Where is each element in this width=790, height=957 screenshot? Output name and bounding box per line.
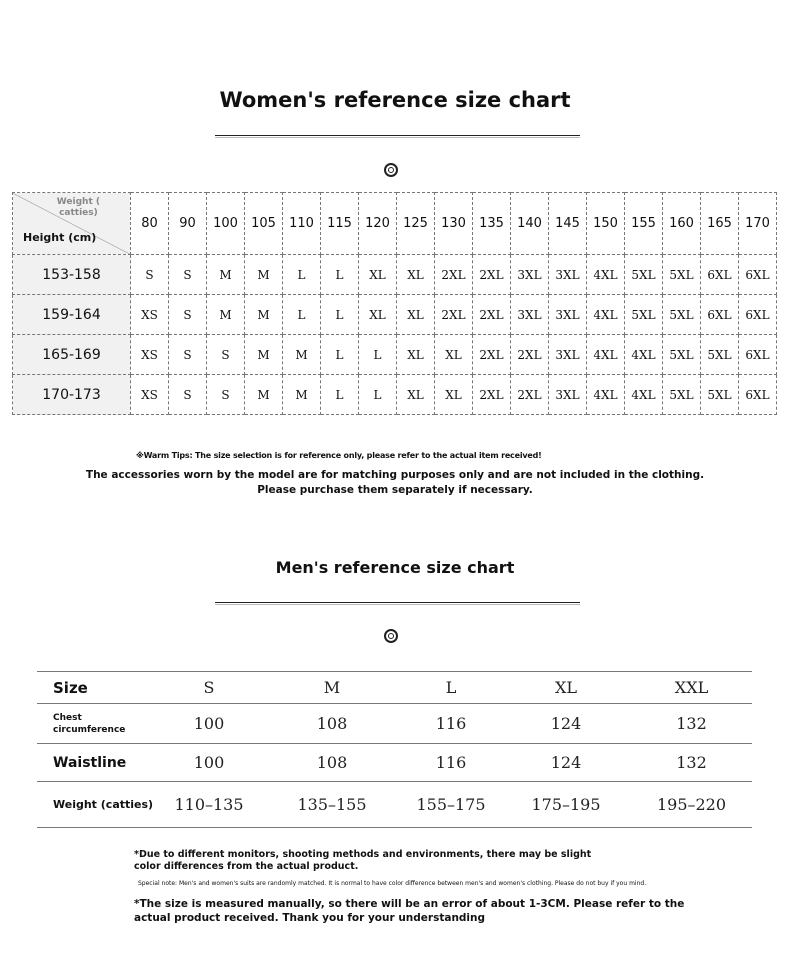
size-cell: 5XL xyxy=(625,295,663,335)
target-circle-icon xyxy=(384,163,398,177)
weight-header-cell: 105 xyxy=(245,193,283,255)
size-cell: S xyxy=(207,335,245,375)
size-cell: M xyxy=(283,375,321,415)
monitor-color-note: *Due to different monitors, shooting methods and environments, there may be slight color differences from the actual product. xyxy=(134,849,592,872)
men-waist-cell: 100 xyxy=(193,753,225,772)
men-chest-cell: 116 xyxy=(435,714,467,733)
size-cell: 3XL xyxy=(549,335,587,375)
size-cell: 2XL xyxy=(473,295,511,335)
weight-header-cell: 160 xyxy=(663,193,701,255)
waist-row-label: Waistline xyxy=(53,754,127,771)
size-cell: M xyxy=(207,295,245,335)
size-cell: 5XL xyxy=(663,295,701,335)
size-cell: 2XL xyxy=(511,375,549,415)
size-cell: 6XL xyxy=(739,375,777,415)
size-cell: 4XL xyxy=(587,335,625,375)
size-cell: XS xyxy=(131,295,169,335)
men-size-cell: S xyxy=(203,678,215,697)
title-divider xyxy=(215,135,580,136)
size-cell: L xyxy=(321,295,359,335)
men-chest-cell: 124 xyxy=(550,714,582,733)
size-cell: 5XL xyxy=(663,255,701,295)
men-chest-cell: 132 xyxy=(676,714,707,733)
size-cell: S xyxy=(207,375,245,415)
size-cell: 2XL xyxy=(473,335,511,375)
size-cell: 6XL xyxy=(701,255,739,295)
size-cell: L xyxy=(359,335,397,375)
size-cell: 6XL xyxy=(739,295,777,335)
women-size-table xyxy=(12,192,777,415)
size-cell: XL xyxy=(359,295,397,335)
size-cell: L xyxy=(321,255,359,295)
weight-header-cell: 90 xyxy=(169,193,207,255)
men-weight-cell: 135–155 xyxy=(297,795,367,814)
men-size-cell: L xyxy=(445,678,457,697)
size-cell: S xyxy=(169,255,207,295)
size-cell: 2XL xyxy=(435,295,473,335)
weight-axis-label: Weight ( catties) xyxy=(56,197,100,218)
size-cell: M xyxy=(207,255,245,295)
size-cell: 4XL xyxy=(625,375,663,415)
men-size-table xyxy=(37,671,752,828)
men-weight-cell: 155–175 xyxy=(416,795,486,814)
size-cell: 5XL xyxy=(663,375,701,415)
size-cell: M xyxy=(245,375,283,415)
size-cell: M xyxy=(245,335,283,375)
chest-row-label: Chest circumference xyxy=(53,712,126,735)
size-cell: S xyxy=(169,295,207,335)
height-range-cell: 165-169 xyxy=(13,335,131,375)
size-cell: XL xyxy=(435,335,473,375)
size-cell: 4XL xyxy=(587,255,625,295)
men-chest-cell: 108 xyxy=(316,714,348,733)
women-size-row xyxy=(13,375,777,415)
size-cell: XL xyxy=(359,255,397,295)
size-cell: 3XL xyxy=(511,255,549,295)
size-cell: 3XL xyxy=(511,295,549,335)
men-size-chart-title: Men's reference size chart xyxy=(275,558,515,577)
target-circle-icon xyxy=(384,629,398,643)
height-axis-label: Height (cm) xyxy=(23,231,97,244)
size-cell: 4XL xyxy=(625,335,663,375)
men-chest-row xyxy=(37,704,752,744)
size-cell: M xyxy=(245,255,283,295)
size-cell: 4XL xyxy=(587,295,625,335)
men-chest-cell: 100 xyxy=(193,714,225,733)
men-waist-cell: 108 xyxy=(316,753,348,772)
size-cell: 2XL xyxy=(473,255,511,295)
weight-header-cell: 120 xyxy=(359,193,397,255)
size-cell: 3XL xyxy=(549,255,587,295)
size-cell: L xyxy=(321,335,359,375)
men-size-row xyxy=(37,672,752,704)
weight-header-cell: 80 xyxy=(131,193,169,255)
size-cell: 6XL xyxy=(739,255,777,295)
size-cell: L xyxy=(359,375,397,415)
size-cell: XL xyxy=(397,335,435,375)
size-cell: M xyxy=(245,295,283,335)
weight-header-cell: 150 xyxy=(587,193,625,255)
weight-header-cell: 145 xyxy=(549,193,587,255)
men-weight-cell: 110–135 xyxy=(174,795,244,814)
weight-header-cell: 115 xyxy=(321,193,359,255)
men-size-cell: XL xyxy=(554,678,577,697)
size-cell: XS xyxy=(131,375,169,415)
weight-header-cell: 125 xyxy=(397,193,435,255)
men-waist-row xyxy=(37,744,752,782)
size-cell: 5XL xyxy=(701,375,739,415)
size-cell: 3XL xyxy=(549,375,587,415)
size-cell: L xyxy=(283,255,321,295)
size-cell: S xyxy=(131,255,169,295)
men-waist-cell: 116 xyxy=(435,753,467,772)
size-cell: XS xyxy=(131,335,169,375)
women-size-row xyxy=(13,335,777,375)
women-size-row xyxy=(13,255,777,295)
weight-header-cell: 140 xyxy=(511,193,549,255)
size-cell: 6XL xyxy=(701,295,739,335)
height-range-cell: 170-173 xyxy=(13,375,131,415)
size-cell: XL xyxy=(397,255,435,295)
size-cell: 5XL xyxy=(701,335,739,375)
height-range-cell: 159-164 xyxy=(13,295,131,335)
size-cell: 4XL xyxy=(587,375,625,415)
weight-header-cell: 130 xyxy=(435,193,473,255)
weight-header-cell: 155 xyxy=(625,193,663,255)
men-size-cell: XXL xyxy=(674,678,709,697)
size-cell: S xyxy=(169,375,207,415)
size-cell: 5XL xyxy=(663,335,701,375)
size-cell: L xyxy=(321,375,359,415)
accessories-note: The accessories worn by the model are for matching purposes only and are not included in the clothing. Please purchase them separately if necessary. xyxy=(85,469,705,496)
weight-header-cell: 165 xyxy=(701,193,739,255)
men-weight-cell: 175–195 xyxy=(531,795,601,814)
size-cell: XL xyxy=(397,375,435,415)
men-size-cell: M xyxy=(323,678,341,697)
weight-header-cell: 135 xyxy=(473,193,511,255)
size-cell: 5XL xyxy=(625,255,663,295)
men-waist-cell: 132 xyxy=(676,753,707,772)
men-waist-cell: 124 xyxy=(550,753,582,772)
men-weight-row xyxy=(37,782,752,828)
size-cell: 3XL xyxy=(549,295,587,335)
weight-header-cell: 110 xyxy=(283,193,321,255)
size-cell: 2XL xyxy=(473,375,511,415)
size-cell: XL xyxy=(435,375,473,415)
special-note: Special note: Men's and women's suits are randomly matched. It is normal to have color difference between men's and women's clothing. Please do not buy if you mind. xyxy=(138,880,647,887)
size-cell: XL xyxy=(397,295,435,335)
table-corner-cell xyxy=(13,193,131,255)
title-divider xyxy=(215,602,580,603)
weight-row-label: Weight (catties) xyxy=(53,798,154,811)
women-size-chart-title: Women's reference size chart xyxy=(219,88,571,112)
size-cell: 6XL xyxy=(739,335,777,375)
size-cell: S xyxy=(169,335,207,375)
size-cell: L xyxy=(283,295,321,335)
size-cell: 2XL xyxy=(511,335,549,375)
measurement-note: *The size is measured manually, so there will be an error of about 1-3CM. Please refer to the actual product received. Thank you for your understanding xyxy=(134,898,685,924)
weight-header-cell: 170 xyxy=(739,193,777,255)
size-row-label: Size xyxy=(53,678,88,697)
size-cell: 2XL xyxy=(435,255,473,295)
women-size-row xyxy=(13,295,777,335)
men-weight-cell: 195–220 xyxy=(656,795,727,814)
height-range-cell: 153-158 xyxy=(13,255,131,295)
size-cell: M xyxy=(283,335,321,375)
weight-header-cell: 100 xyxy=(207,193,245,255)
warm-tips-note: ※Warm Tips: The size selection is for reference only, please refer to the actual item received! xyxy=(136,451,542,460)
women-header-row xyxy=(13,193,777,255)
